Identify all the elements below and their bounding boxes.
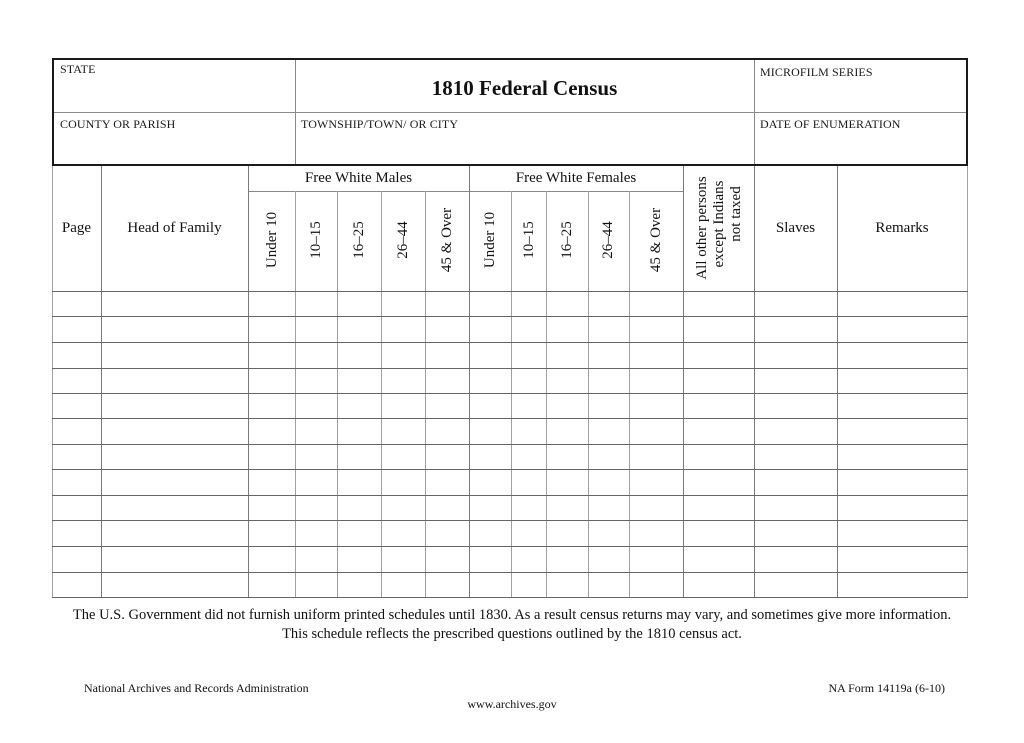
table-row[interactable] (52, 520, 968, 546)
page-title: 1810 Federal Census (431, 76, 618, 100)
table-row[interactable] (52, 393, 968, 418)
state-label: STATE (60, 62, 96, 76)
column-header-females-26-44: 26–44 (600, 221, 616, 259)
column-group-free-white-males: Free White Males (304, 170, 413, 186)
date-of-enumeration-field[interactable] (754, 112, 966, 164)
form-header-box (52, 58, 968, 166)
table-row[interactable] (52, 368, 968, 393)
grid-line (248, 191, 683, 192)
date-of-enumeration-label: DATE OF ENUMERATION (760, 117, 901, 131)
column-header-females-under-10: Under 10 (482, 211, 498, 269)
table-row[interactable] (52, 572, 968, 597)
column-header-females-16-25: 16–25 (559, 221, 575, 259)
microfilm-series-field[interactable] (754, 60, 966, 112)
column-header-males-26-44: 26–44 (395, 221, 411, 259)
column-header-males-45-over: 45 & Over (439, 207, 455, 273)
microfilm-series-label: MICROFILM SERIES (760, 65, 873, 79)
table-row[interactable] (52, 495, 968, 520)
table-row[interactable] (52, 291, 968, 316)
footer-form-number: NA Form 14119a (6-10) (828, 681, 945, 695)
column-group-free-white-females: Free White Females (515, 170, 637, 186)
column-header-slaves: Slaves (775, 220, 816, 236)
footer-agency: National Archives and Records Administration (84, 681, 309, 695)
column-header-females-10-15: 10–15 (521, 221, 537, 259)
table-row[interactable] (52, 469, 968, 495)
column-header-page: Page (61, 220, 92, 236)
column-header-males-under-10: Under 10 (264, 211, 280, 269)
column-header-males-10-15: 10–15 (308, 221, 324, 259)
column-header-other-persons-line1: All other persons (694, 176, 710, 280)
county-field[interactable] (54, 112, 295, 164)
footer-website: www.archives.gov (467, 697, 557, 711)
column-header-remarks: Remarks (875, 220, 929, 236)
table-row[interactable] (52, 444, 968, 469)
census-table (52, 166, 968, 598)
table-row[interactable] (52, 342, 968, 368)
township-field[interactable] (295, 112, 754, 164)
county-label: COUNTY OR PARISH (60, 117, 176, 131)
state-field[interactable] (54, 60, 295, 112)
township-label: TOWNSHIP/TOWN/ OR CITY (301, 117, 459, 131)
grid-line (52, 597, 968, 598)
table-row[interactable] (52, 546, 968, 572)
column-header-males-16-25: 16–25 (351, 221, 367, 259)
table-row[interactable] (52, 418, 968, 444)
table-row[interactable] (52, 316, 968, 342)
column-header-other-persons-line2: except Indians (711, 180, 727, 268)
column-header-other-persons-line3: not taxed (728, 186, 744, 242)
footnote: The U.S. Government did not furnish uniform printed schedules until 1830. As a result census returns may vary, and sometimes give more information. This schedule reflects the prescribed questions outlined by the 1810 census act. (72, 607, 952, 642)
column-header-head-of-family: Head of Family (127, 220, 222, 236)
title-cell (295, 60, 754, 112)
column-header-females-45-over: 45 & Over (648, 207, 664, 273)
